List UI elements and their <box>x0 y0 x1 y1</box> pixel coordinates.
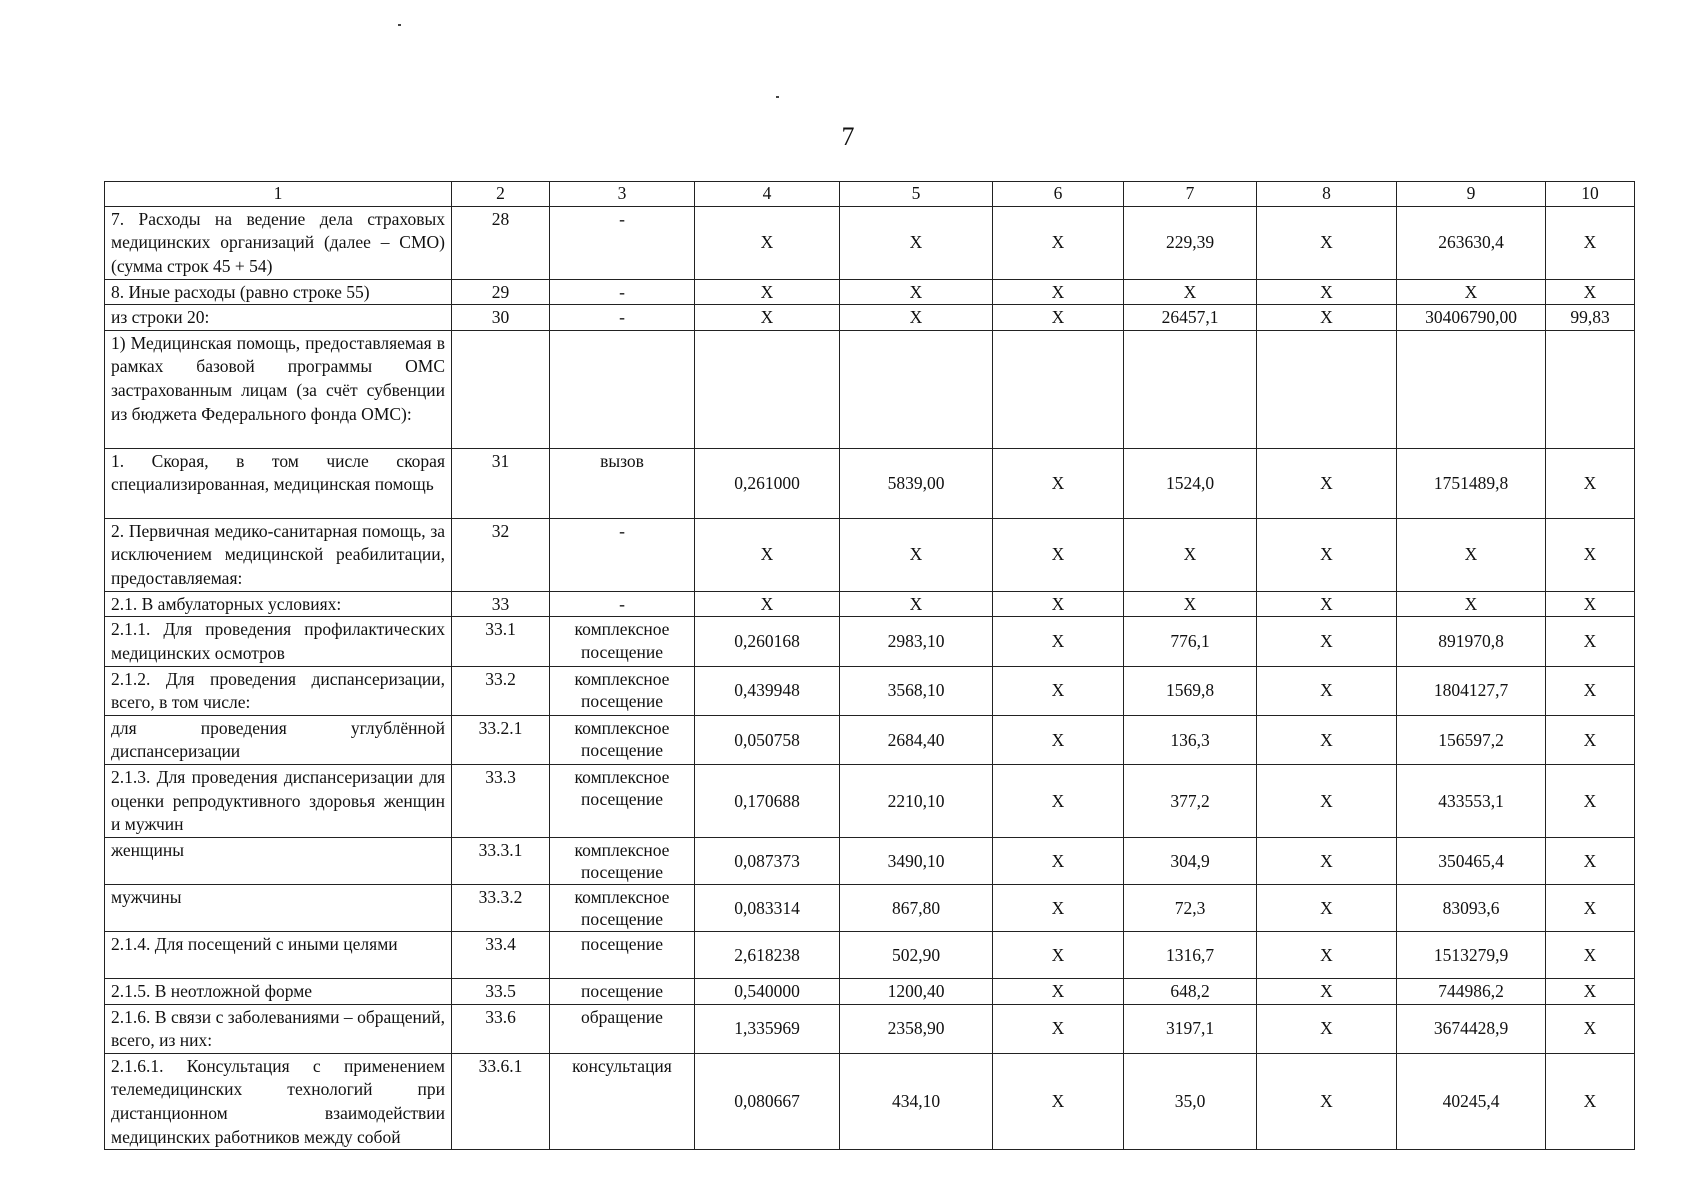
value-cell: X <box>695 518 840 591</box>
unit-cell <box>550 330 695 448</box>
value-cell: 867,80 <box>840 884 993 931</box>
col-header: 3 <box>550 182 695 207</box>
unit-cell: обращение <box>550 1004 695 1053</box>
value-cell: 3197,1 <box>1124 1004 1257 1053</box>
value-cell: X <box>1257 279 1397 305</box>
value-cell: X <box>695 591 840 617</box>
table-row <box>105 715 1635 764</box>
value-cell: 35,0 <box>1124 1053 1257 1150</box>
table-row <box>105 837 1635 884</box>
row-label: 2.1. В амбулаторных условиях: <box>105 591 452 617</box>
unit-cell: комплексное посещение <box>550 765 695 838</box>
row-label: 7. Расходы на ведение дела страховых медицинских организаций (далее – СМО) (сумма строк 45 + 54) <box>105 206 452 279</box>
value-cell: X <box>1546 591 1635 617</box>
value-cell: X <box>1257 1053 1397 1150</box>
row-number: 33.3 <box>452 765 550 838</box>
value-cell: X <box>1257 765 1397 838</box>
value-cell: 0,540000 <box>695 978 840 1004</box>
unit-cell: - <box>550 518 695 591</box>
unit-cell: консультация <box>550 1053 695 1150</box>
row-label: 8. Иные расходы (равно строке 55) <box>105 279 452 305</box>
table-row <box>105 931 1635 978</box>
row-number: 33.2 <box>452 666 550 715</box>
unit-cell: - <box>550 305 695 331</box>
value-cell: X <box>993 305 1124 331</box>
row-label: 2.1.2. Для проведения диспансеризации, всего, в том числе: <box>105 666 452 715</box>
row-number: 29 <box>452 279 550 305</box>
row-number: 31 <box>452 448 550 518</box>
value-cell: X <box>1257 837 1397 884</box>
col-header: 10 <box>1546 182 1635 207</box>
value-cell: X <box>1546 448 1635 518</box>
value-cell: X <box>1124 279 1257 305</box>
value-cell: X <box>1546 765 1635 838</box>
value-cell: X <box>993 931 1124 978</box>
table-row <box>105 330 1635 448</box>
table-row <box>105 765 1635 838</box>
value-cell: 5839,00 <box>840 448 993 518</box>
table-row <box>105 884 1635 931</box>
col-header: 6 <box>993 182 1124 207</box>
value-cell: X <box>1546 666 1635 715</box>
unit-cell: комплексное посещение <box>550 666 695 715</box>
col-header: 7 <box>1124 182 1257 207</box>
value-cell <box>1397 330 1546 448</box>
row-label: 2.1.6.1. Консультация с применением телемедицинских технологий при дистанционном взаимодействии медицинских работников между собой <box>105 1053 452 1150</box>
row-number: 33.6.1 <box>452 1053 550 1150</box>
value-cell: X <box>993 884 1124 931</box>
value-cell <box>1546 330 1635 448</box>
value-cell: 648,2 <box>1124 978 1257 1004</box>
value-cell: 1751489,8 <box>1397 448 1546 518</box>
value-cell: X <box>1546 617 1635 666</box>
row-number <box>452 330 550 448</box>
row-number: 33 <box>452 591 550 617</box>
row-number: 33.2.1 <box>452 715 550 764</box>
value-cell: 2,618238 <box>695 931 840 978</box>
unit-cell: комплексное посещение <box>550 715 695 764</box>
row-label: 2.1.3. Для проведения диспансеризации для оценки репродуктивного здоровья женщин и мужчин <box>105 765 452 838</box>
value-cell: 99,83 <box>1546 305 1635 331</box>
value-cell: X <box>695 305 840 331</box>
value-cell: 0,170688 <box>695 765 840 838</box>
value-cell: X <box>993 591 1124 617</box>
value-cell: 1804127,7 <box>1397 666 1546 715</box>
unit-cell: комплексное посещение <box>550 837 695 884</box>
row-number: 30 <box>452 305 550 331</box>
value-cell: 156597,2 <box>1397 715 1546 764</box>
value-cell: X <box>1546 715 1635 764</box>
value-cell: 2983,10 <box>840 617 993 666</box>
unit-cell: посещение <box>550 978 695 1004</box>
unit-cell: комплексное посещение <box>550 884 695 931</box>
value-cell: X <box>1397 279 1546 305</box>
value-cell: X <box>1257 591 1397 617</box>
row-number: 33.4 <box>452 931 550 978</box>
row-label: 2. Первичная медико-санитарная помощь, за исключением медицинской реабилитации, предоставляемая: <box>105 518 452 591</box>
value-cell: 3490,10 <box>840 837 993 884</box>
row-label: 1) Медицинская помощь, предоставляемая в рамках базовой программы ОМС застрахованным лицам (за счёт субвенции из бюджета Федерального фонда ОМС): <box>105 330 452 448</box>
unit-cell: - <box>550 279 695 305</box>
value-cell: 0,261000 <box>695 448 840 518</box>
row-number: 33.6 <box>452 1004 550 1053</box>
col-header: 9 <box>1397 182 1546 207</box>
value-cell: X <box>1257 666 1397 715</box>
expenses-table <box>104 181 1635 1150</box>
value-cell: X <box>993 279 1124 305</box>
value-cell: X <box>1397 591 1546 617</box>
row-label: 2.1.5. В неотложной форме <box>105 978 452 1004</box>
table-row <box>105 1004 1635 1053</box>
value-cell: X <box>1257 305 1397 331</box>
value-cell: X <box>1257 518 1397 591</box>
col-header: 4 <box>695 182 840 207</box>
value-cell: X <box>1397 518 1546 591</box>
value-cell: 1524,0 <box>1124 448 1257 518</box>
col-header: 5 <box>840 182 993 207</box>
scan-speck <box>776 96 779 98</box>
value-cell: 350465,4 <box>1397 837 1546 884</box>
value-cell <box>695 330 840 448</box>
value-cell: X <box>695 279 840 305</box>
value-cell: 263630,4 <box>1397 206 1546 279</box>
table-row <box>105 617 1635 666</box>
value-cell: 304,9 <box>1124 837 1257 884</box>
row-label: для проведения углублённой диспансеризации <box>105 715 452 764</box>
value-cell: X <box>1546 1004 1635 1053</box>
row-label: мужчины <box>105 884 452 931</box>
table-row <box>105 279 1635 305</box>
value-cell: 1,335969 <box>695 1004 840 1053</box>
value-cell: X <box>1257 206 1397 279</box>
value-cell: X <box>840 206 993 279</box>
value-cell: X <box>1546 837 1635 884</box>
value-cell: X <box>1546 978 1635 1004</box>
value-cell: 40245,4 <box>1397 1053 1546 1150</box>
value-cell: 3674428,9 <box>1397 1004 1546 1053</box>
value-cell: X <box>993 518 1124 591</box>
value-cell: 0,080667 <box>695 1053 840 1150</box>
row-label: 2.1.4. Для посещений с иными целями <box>105 931 452 978</box>
value-cell: X <box>993 1004 1124 1053</box>
value-cell: X <box>1546 518 1635 591</box>
table-row <box>105 518 1635 591</box>
table-row <box>105 666 1635 715</box>
value-cell: 2358,90 <box>840 1004 993 1053</box>
value-cell: 136,3 <box>1124 715 1257 764</box>
value-cell: X <box>1257 1004 1397 1053</box>
unit-cell: - <box>550 591 695 617</box>
value-cell: X <box>993 1053 1124 1150</box>
value-cell: X <box>993 617 1124 666</box>
value-cell: 2684,40 <box>840 715 993 764</box>
table-row <box>105 448 1635 518</box>
value-cell: 72,3 <box>1124 884 1257 931</box>
row-label: 2.1.1. Для проведения профилактических медицинских осмотров <box>105 617 452 666</box>
row-label: из строки 20: <box>105 305 452 331</box>
value-cell: 83093,6 <box>1397 884 1546 931</box>
value-cell: 891970,8 <box>1397 617 1546 666</box>
value-cell: X <box>695 206 840 279</box>
value-cell: 1513279,9 <box>1397 931 1546 978</box>
table-row <box>105 978 1635 1004</box>
col-header: 8 <box>1257 182 1397 207</box>
value-cell: X <box>1546 1053 1635 1150</box>
value-cell <box>1257 330 1397 448</box>
value-cell: 776,1 <box>1124 617 1257 666</box>
value-cell: X <box>1546 931 1635 978</box>
value-cell: 434,10 <box>840 1053 993 1150</box>
value-cell: X <box>993 715 1124 764</box>
value-cell: 1569,8 <box>1124 666 1257 715</box>
table-row <box>105 591 1635 617</box>
value-cell: X <box>993 837 1124 884</box>
value-cell: 744986,2 <box>1397 978 1546 1004</box>
value-cell: X <box>993 978 1124 1004</box>
header-row <box>105 182 1635 207</box>
value-cell: X <box>1124 591 1257 617</box>
value-cell: X <box>1257 931 1397 978</box>
unit-cell: вызов <box>550 448 695 518</box>
row-number: 32 <box>452 518 550 591</box>
value-cell: 0,050758 <box>695 715 840 764</box>
value-cell: 2210,10 <box>840 765 993 838</box>
unit-cell: - <box>550 206 695 279</box>
table-row <box>105 206 1635 279</box>
value-cell: 0,260168 <box>695 617 840 666</box>
value-cell: X <box>840 279 993 305</box>
value-cell: X <box>1546 279 1635 305</box>
value-cell: X <box>840 518 993 591</box>
value-cell: X <box>1546 206 1635 279</box>
col-header: 2 <box>452 182 550 207</box>
value-cell: 0,083314 <box>695 884 840 931</box>
value-cell: 1200,40 <box>840 978 993 1004</box>
row-label: 2.1.6. В связи с заболеваниями – обращений, всего, из них: <box>105 1004 452 1053</box>
row-number: 28 <box>452 206 550 279</box>
row-label: 1. Скорая, в том числе скорая специализированная, медицинская помощь <box>105 448 452 518</box>
value-cell: 377,2 <box>1124 765 1257 838</box>
row-number: 33.1 <box>452 617 550 666</box>
value-cell: 502,90 <box>840 931 993 978</box>
value-cell: X <box>1257 884 1397 931</box>
value-cell: X <box>1257 715 1397 764</box>
value-cell: 1316,7 <box>1124 931 1257 978</box>
value-cell <box>1124 330 1257 448</box>
row-number: 33.3.1 <box>452 837 550 884</box>
row-label: женщины <box>105 837 452 884</box>
value-cell: X <box>993 206 1124 279</box>
row-number: 33.3.2 <box>452 884 550 931</box>
value-cell: 26457,1 <box>1124 305 1257 331</box>
value-cell: 0,087373 <box>695 837 840 884</box>
value-cell: X <box>840 305 993 331</box>
row-number: 33.5 <box>452 978 550 1004</box>
scan-speck <box>398 24 401 26</box>
unit-cell: комплексное посещение <box>550 617 695 666</box>
table-row <box>105 305 1635 331</box>
value-cell: X <box>1257 978 1397 1004</box>
value-cell: 30406790,00 <box>1397 305 1546 331</box>
value-cell: X <box>1257 617 1397 666</box>
value-cell: 0,439948 <box>695 666 840 715</box>
value-cell: 3568,10 <box>840 666 993 715</box>
col-header: 1 <box>105 182 452 207</box>
value-cell: 229,39 <box>1124 206 1257 279</box>
page-number: 7 <box>841 122 855 151</box>
value-cell: X <box>1257 448 1397 518</box>
value-cell: X <box>993 666 1124 715</box>
value-cell: X <box>840 591 993 617</box>
value-cell: X <box>1124 518 1257 591</box>
value-cell <box>993 330 1124 448</box>
unit-cell: посещение <box>550 931 695 978</box>
value-cell: 433553,1 <box>1397 765 1546 838</box>
value-cell: X <box>993 765 1124 838</box>
value-cell <box>840 330 993 448</box>
table-row <box>105 1053 1635 1150</box>
value-cell: X <box>993 448 1124 518</box>
value-cell: X <box>1546 884 1635 931</box>
